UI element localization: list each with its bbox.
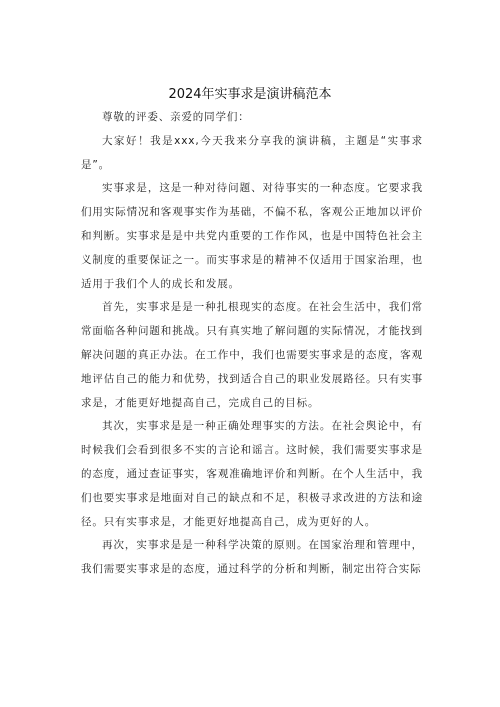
salutation: 尊敬的评委、亲爱的同学们： bbox=[102, 111, 250, 123]
paragraph-second-point: 其次，实事求是是一种正确处理事实的方法。在社会舆论中，有时候我们会看到很多不实的言论和谣言。这时候，我们需要实事求是的态度，通过查证事实，客观准确地评价和判断。在个人生活中，我们也要实事求是地面对自己的缺点和不足，积极寻求改进的方法和途径。只有实事求是，才能更好地提高自己，成为更好的人。 bbox=[81, 420, 423, 528]
paragraph-first-point: 首先，实事求是是一种扎根现实的态度。在社会生活中，我们常常面临各种问题和挑战。只有真实地了解问题的实际情况，才能找到解决问题的真正办法。在工作中，我们也需要实事求是的态度，客观地评估自己的能力和优势，找到适合自己的职业发展路径。只有实事求是，才能更好地提高自己，完成自己的目标。 bbox=[81, 301, 423, 409]
paragraph-definition: 实事求是，这是一种对待问题、对待事实的一种态度。它要求我们用实际情况和客观事实作为基础，不偏不私，客观公正地加以评价和判断。实事求是是中共党内重要的工作作风，也是中国特色社会主义制度的重要保证之一。而实事求是的精神不仅适用于国家治理，也适用于我们个人的成长和发展。 bbox=[81, 182, 423, 290]
document-title: 2024年实事求是演讲稿范本 bbox=[168, 87, 332, 102]
paragraph-third-point: 再次，实事求是是一种科学决策的原则。在国家治理和管理中，我们需要实事求是的态度，通过科学的分析和判断，制定出符合实际 bbox=[81, 539, 423, 576]
paragraph-greeting: 大家好！我是xxx,今天我来分享我的演讲稿，主题是“实事求是”。 bbox=[81, 134, 423, 171]
document-body bbox=[81, 106, 423, 582]
